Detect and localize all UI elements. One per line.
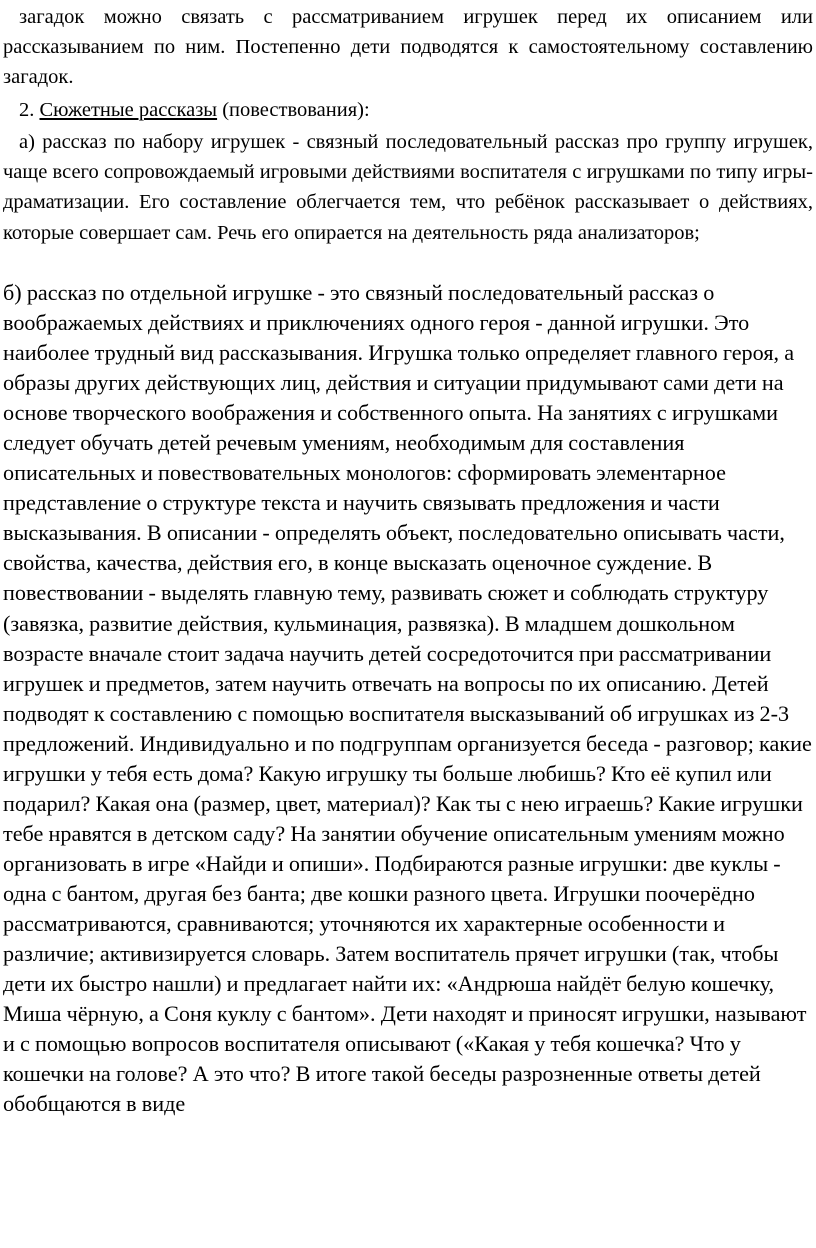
- section-heading: [3, 95, 813, 125]
- heading-number: 2.: [19, 99, 35, 121]
- heading-rest: (повествования):: [222, 99, 370, 121]
- paragraph-a-text: а) рассказ по набору игрушек - связный последовательный рассказ про группу игрушек, чаще всего сопровождаемый игровыми действиями воспитателя с игрушками по типу игры-драматизации. Его составление облегчается тем, что ребёнок рассказывает о действиях, которые совершает сам. Речь его опирается на деятельность ряда анализаторов;: [3, 131, 813, 244]
- paragraph-b: [3, 278, 816, 1119]
- paragraph-b-text: б) рассказ по отдельной игрушке - это связный последовательный рассказ о воображаемых действиях и приключениях одного героя - данной игрушки. Это наиболее трудный вид рассказывания. Игрушка только определяет главного героя, а образы других действующих лиц, действия и ситуации придумывают сами дети на основе творческого воображения и собственного опыта. На занятиях с игрушками следует обучать детей речевым умениям, необходимым для составления описательных и повествовательных монологов: сформировать элементарное представление о структуре текста и научить связывать предложения и части высказывания. В описании - определять объект, последовательно описывать части, свойства, качества, действия его, в конце высказать оценочное суждение. В повествовании - выделять главную тему, развивать сюжет и соблюдать структуру (завязка, развитие действия, кульминация, развязка). В младшем дошкольном возрасте вначале стоит задача научить детей сосредоточится при рассматривании игрушек и предметов, затем научить отвечать на вопросы по их описанию. Детей подводят к составлению с помощью воспитателя высказываний об игрушках из 2-3 предложений. Индивидуально и по подгруппам организуется беседа - разговор; какие игрушки у тебя есть дома? Какую игрушку ты больше любишь? Кто её купил или подарил? Какая она (размер, цвет, материал)? Как ты с нею играешь? Какие игрушки тебе нравятся в детском саду? На занятии обучение описательным умениям можно организовать в игре «Найди и опиши». Подбираются разные игрушки: две куклы - одна с бантом, другая без банта; две кошки разного цвета. Игрушки поочерёдно рассматриваются, сравниваются; уточняются их характерные особенности и различие; активизируется словарь. Затем воспитатель прячет игрушки (так, чтобы дети их быстро нашли) и предлагает найти их: «Андрюша найдёт белую кошечку, Миша чёрную, а Соня куклу с бантом». Дети находят и приносят игрушки, называют и с помощью вопросов воспитателя описывают («Какая у тебя кошечка? Что у кошечки на голове? А это что? В итоге такой беседы разрозненные ответы детей обобщаются в виде: [3, 280, 812, 1117]
- paragraph-a: [3, 127, 813, 248]
- paragraph-riddles: [3, 2, 813, 93]
- heading-title: Сюжетные рассказы: [39, 99, 218, 121]
- paragraph-riddles-text: загадок можно связать с рассматриванием игрушек перед их описанием или рассказыванием по ним. Постепенно дети подводятся к самостоятельному составлению загадок.: [3, 6, 813, 89]
